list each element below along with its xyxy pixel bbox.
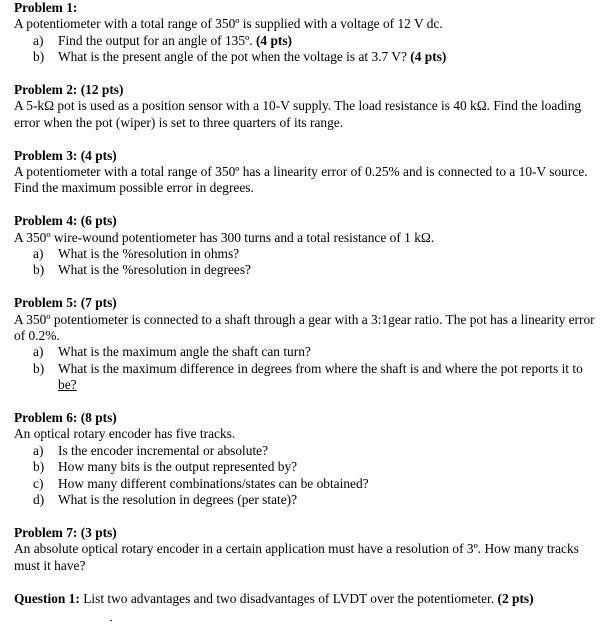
problem-text: A 5-kΩ pot is used as a position sensor with a 10-V supply. The load resistance is 40 kΩ. Find the loading error when the pot (wiper) is set to three quarters of its range. bbox=[14, 98, 582, 130]
list-marker: a) bbox=[33, 442, 44, 458]
problem-title: Problem 4: (6 pts) bbox=[14, 213, 117, 229]
sub-question bbox=[33, 361, 598, 394]
sub-question-list bbox=[14, 33, 598, 66]
sub-question bbox=[33, 459, 598, 475]
sub-question-list bbox=[14, 246, 598, 279]
problem-title: Problem 6: (8 pts) bbox=[14, 410, 117, 426]
sub-question bbox=[33, 443, 598, 459]
problem-title: Problem 5: (7 pts) bbox=[14, 295, 117, 311]
list-marker: a) bbox=[33, 344, 44, 360]
question-1 bbox=[14, 591, 598, 607]
sub-question-text: What is the %resolution in degrees? bbox=[58, 262, 251, 278]
problem-title: Problem 7: (3 pts) bbox=[14, 524, 117, 540]
sub-question bbox=[33, 492, 598, 508]
sub-question-text: What is the maximum angle the shaft can turn? bbox=[58, 344, 311, 360]
points-label: (4 pts) bbox=[255, 32, 293, 48]
problem-text: An absolute optical rotary encoder in a certain application must have a resolution of 3º. How many tracks must it have? bbox=[14, 541, 579, 573]
sub-question-text: What is the resolution in degrees (per state)? bbox=[58, 492, 298, 508]
list-marker: c) bbox=[33, 475, 44, 491]
sub-question-text: How many bits is the output represented by? bbox=[58, 459, 298, 475]
sub-question-text: Is the encoder incremental or absolute? bbox=[58, 442, 269, 458]
sub-question bbox=[33, 476, 598, 492]
list-marker: b) bbox=[33, 262, 45, 278]
question-text: List two advantages and two disadvantages of LVDT over the potentiometer. bbox=[83, 590, 495, 606]
list-marker: b) bbox=[33, 459, 45, 475]
problem-4 bbox=[14, 213, 598, 279]
list-marker: b) bbox=[33, 360, 45, 376]
sub-question bbox=[33, 49, 598, 65]
problem-3 bbox=[14, 148, 598, 197]
sub-question-text: What is the %resolution in ohms? bbox=[58, 246, 240, 262]
problem-text: A potentiometer with a total range of 350º is supplied with a voltage of 12 V dc. bbox=[14, 16, 443, 32]
sub-question bbox=[33, 344, 598, 360]
problem-7 bbox=[14, 525, 598, 574]
sub-question bbox=[33, 33, 598, 49]
stray-mark bbox=[110, 620, 112, 621]
problem-text: A 350º wire-wound potentiometer has 300 turns and a total resistance of 1 kΩ. bbox=[14, 229, 435, 245]
problem-6 bbox=[14, 410, 598, 508]
sub-question-text: How many different combinations/states can be obtained? bbox=[58, 475, 369, 491]
sub-question bbox=[33, 246, 598, 262]
sub-question-list bbox=[14, 344, 598, 393]
list-marker: b) bbox=[33, 49, 45, 65]
list-marker: a) bbox=[33, 246, 44, 262]
problem-title: Problem 2: (12 pts) bbox=[14, 82, 124, 98]
sub-question-text: Find the output for an angle of 135º. bbox=[58, 32, 253, 48]
points-label: (2 pts) bbox=[497, 590, 534, 606]
problem-title: Problem 1: bbox=[14, 0, 78, 15]
question-title: Question 1: bbox=[14, 590, 80, 606]
list-marker: d) bbox=[33, 492, 45, 508]
problem-5 bbox=[14, 295, 598, 393]
list-marker: a) bbox=[33, 32, 44, 48]
spellcheck-word: be? bbox=[58, 377, 77, 393]
problem-text: A 350º potentiometer is connected to a shaft through a gear with a 3:1gear ratio. The pot has a linearity error of 0.2%. bbox=[14, 311, 595, 344]
sub-question-list bbox=[14, 443, 598, 509]
problem-2 bbox=[14, 82, 598, 131]
points-label: (4 pts) bbox=[410, 49, 447, 65]
problem-1 bbox=[14, 0, 598, 66]
problem-text: An optical rotary encoder has five tracks. bbox=[14, 426, 236, 442]
problem-text: A potentiometer with a total range of 350º has a linearity error of 0.25% and is connected to a 10-V source. Find the maximum possible error in degrees. bbox=[14, 164, 588, 196]
sub-question-text: What is the present angle of the pot when the voltage is at 3.7 V? bbox=[58, 49, 407, 65]
sub-question-text: What is the maximum difference in degrees from where the shaft is and where the pot reports it to bbox=[58, 360, 583, 376]
sub-question bbox=[33, 262, 598, 278]
problem-title: Problem 3: (4 pts) bbox=[14, 147, 117, 163]
